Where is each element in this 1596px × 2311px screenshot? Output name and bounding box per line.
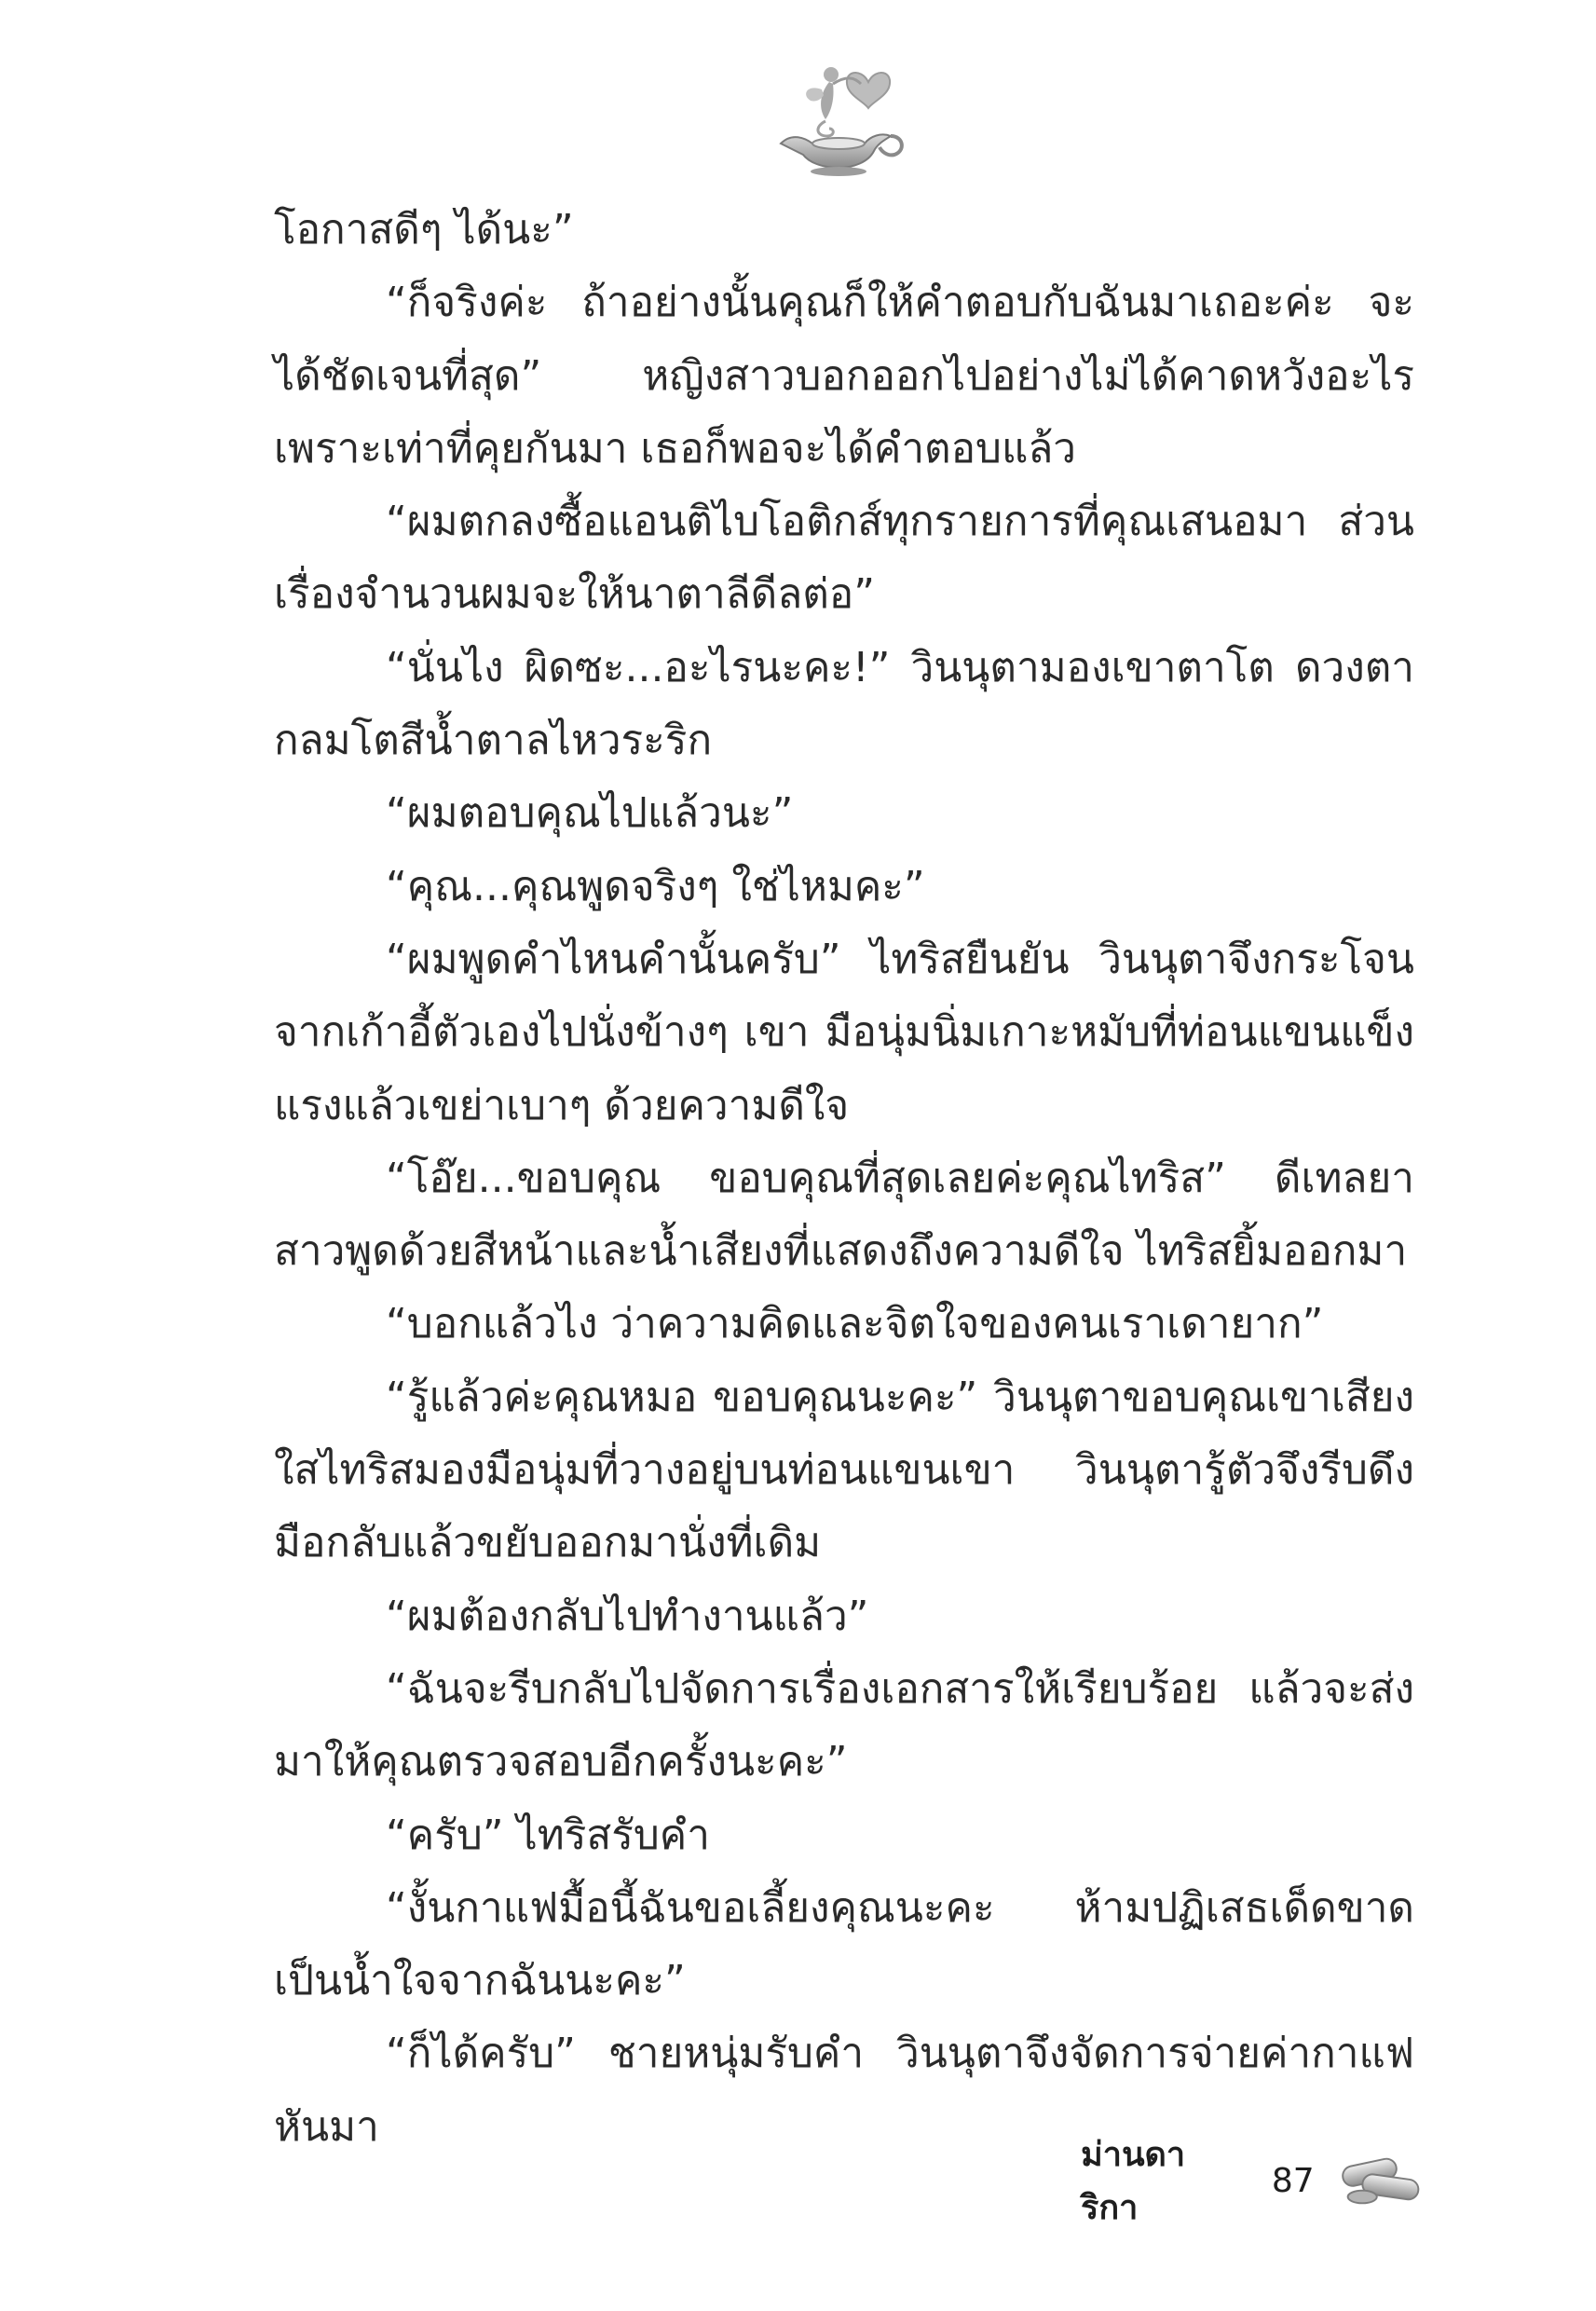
paragraph: “ก็จริงค่ะ ถ้าอย่างนั้นคุณก็ให้คำตอบกับฉันมาเถอะค่ะ จะได้ชัดเจนที่สุด” หญิงสาวบอกออกไปอย่างไม่ได้คาดหวังอะไร เพราะเท่าที่คุยกันมา เธอก็พอจะได้คำตอบแล้ว bbox=[274, 279, 1414, 472]
paragraph: “ครับ” ไทริสรับคำ bbox=[386, 1811, 710, 1859]
paragraph: “บอกแล้วไง ว่าความคิดและจิตใจของคนเราเดายาก” bbox=[386, 1300, 1324, 1348]
paragraph: “ผมพูดคำไหนคำนั้นครับ” ไทริสยืนยัน วินนุตาจึงกระโจนจากเก้าอี้ตัวเองไปนั่งข้างๆ เขา มือนุ่มนิ่มเกาะหมับที่ท่อนแขนแข็งแรงแล้วเขย่าเบาๆ ด้วยความดีใจ bbox=[274, 935, 1414, 1129]
paragraph: “นั่นไง ผิดซะ...อะไรนะคะ!” วินนุตามองเขาตาโต ดวงตากลมโตสีน้ำตาลไหวระริก bbox=[274, 643, 1414, 765]
paragraph: “ก็ได้ครับ” ชายหนุ่มรับคำ วินนุตาจึงจัดการจ่ายค่ากาแฟ หันมา bbox=[274, 2030, 1414, 2151]
paragraph: “งั้นกาแฟมื้อนี้ฉันขอเลี้ยงคุณนะคะ ห้ามปฏิเสธเด็ดขาด เป็นน้ำใจจากฉันนะคะ” bbox=[274, 1883, 1414, 2005]
paragraph: “ผมต้องกลับไปทำงานแล้ว” bbox=[386, 1592, 869, 1640]
page-number: 87 bbox=[1271, 2161, 1315, 2200]
paragraph: โอกาสดีๆ ได้นะ” bbox=[274, 206, 574, 253]
paragraph: “คุณ...คุณพูดจริงๆ ใช่ไหมคะ” bbox=[386, 862, 925, 910]
page-footer bbox=[1081, 2136, 1425, 2227]
pill-capsules-icon bbox=[1335, 2154, 1425, 2207]
paragraph: “โอ๊ย...ขอบคุณ ขอบคุณที่สุดเลยค่ะคุณไทริส” ดีเทลยาสาวพูดด้วยสีหน้าและน้ำเสียงที่แสดงถึงความดีใจ ไทริสยิ้มออกมา bbox=[274, 1154, 1414, 1276]
paragraph: “ผมตกลงซื้อแอนติไบโอติกส์ทุกรายการที่คุณเสนอมา ส่วนเรื่องจำนวนผมจะให้นาตาลีดีลต่อ” bbox=[274, 498, 1414, 619]
body-text bbox=[274, 194, 1414, 2164]
running-title: ม่านดาริกา bbox=[1081, 2136, 1186, 2227]
paragraph: “ฉันจะรีบกลับไปจัดการเรื่องเอกสารให้เรียบร้อย แล้วจะส่งมาให้คุณตรวจสอบอีกครั้งนะคะ” bbox=[274, 1664, 1414, 1786]
paragraph: “ผมตอบคุณไปแล้วนะ” bbox=[386, 789, 794, 838]
paragraph: “รู้แล้วค่ะคุณหมอ ขอบคุณนะคะ” วินนุตาขอบคุณเขาเสียงใสไทริสมองมือนุ่มที่วางอยู่บนท่อนแขนเขา วินนุตารู้ตัวจึงรีบดึงมือกลับแล้วขยับออกมานั่งที่เดิม bbox=[274, 1373, 1414, 1567]
lamp-ornament-icon bbox=[764, 47, 913, 177]
